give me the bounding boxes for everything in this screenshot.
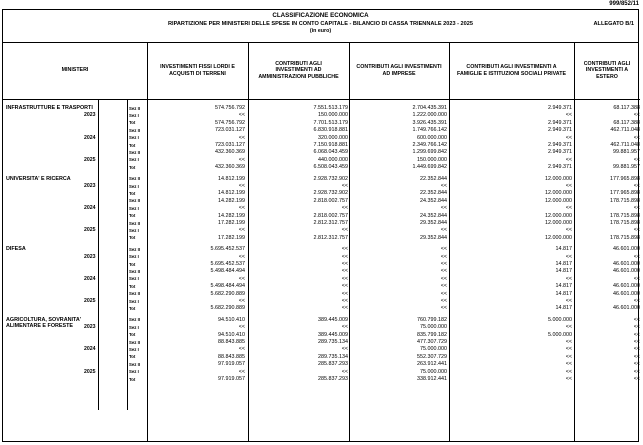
table-cell: 432.360.369 <box>215 164 245 171</box>
table-cell: << <box>341 183 348 189</box>
table-cell: << <box>565 376 572 382</box>
row-label: Sez I <box>129 157 139 163</box>
year-label: 2023 <box>84 183 96 189</box>
table-cell: 835.799.182 <box>417 331 447 338</box>
table-cell: 94.510.410 <box>218 316 245 323</box>
table-cell: << <box>341 275 348 282</box>
ministry-name: INFRASTRUTTURE E TRASPORTI <box>6 105 93 111</box>
table-cell: 14.282.199 <box>218 212 245 219</box>
table-cell: << <box>440 227 447 234</box>
column-divider <box>147 42 148 442</box>
row-label: Sez I <box>129 347 139 352</box>
table-cell: 178.715.898 <box>610 220 640 226</box>
table-cell: 1.222.000.000 <box>412 112 447 119</box>
table-cell: << <box>565 183 572 189</box>
table-cell: << <box>440 261 447 267</box>
table-cell: 46.601.000 <box>613 268 640 275</box>
allegato-label: ALLEGATO B/1 <box>593 21 634 27</box>
table-cell: 46.601.000 <box>613 283 640 290</box>
table-cell: << <box>633 298 640 304</box>
table-cell: 178.715.898 <box>610 234 640 241</box>
row-label: Tot <box>129 164 136 170</box>
table-cell: 14.817 <box>555 268 572 275</box>
table-cell: 285.837.293 <box>318 361 348 368</box>
table-cell: << <box>633 253 640 260</box>
table-cell: << <box>633 346 640 353</box>
table-cell: 574.756.792 <box>215 105 245 111</box>
row-label: Sez II <box>129 127 140 133</box>
table-cell: << <box>565 346 572 353</box>
row-label: Sez I <box>129 183 139 189</box>
table-cell: << <box>565 134 572 141</box>
year-label: 2024 <box>84 205 96 212</box>
column-divider <box>574 42 575 442</box>
table-cell: 263.912.441 <box>417 361 447 368</box>
row-label: Sez I <box>129 324 139 330</box>
table-cell: 14.817 <box>555 305 572 312</box>
table-cell: 289.735.134 <box>318 353 348 360</box>
row-label: Sez I <box>129 369 139 375</box>
table-cell: << <box>565 156 572 163</box>
table-cell: 177.965.898 <box>610 175 640 182</box>
table-cell: 1.749.766.142 <box>412 127 447 134</box>
row-label: Tot <box>129 376 136 382</box>
table-cell: 75.000.000 <box>420 324 447 331</box>
table-cell: 5.682.290.889 <box>210 290 245 297</box>
table-cell: 150.000.000 <box>417 156 447 163</box>
table-cell: << <box>238 183 245 189</box>
column-header-contributi-famiglie: CONTRIBUTI AGLI INVESTIMENTI A FAMIGLIE E ISTITUZIONI SOCIALI PRIVATE <box>449 42 574 100</box>
row-label: Sez II <box>129 291 140 297</box>
row-label: Sez II <box>129 269 140 274</box>
table-cell: << <box>238 156 245 163</box>
table-cell: 723.031.127 <box>215 127 245 134</box>
table-cell: 2.949.371 <box>548 164 572 171</box>
title-line-2: RIPARTIZIONE PER MINISTERI DELLE SPESE IN CONTO CAPITALE - BILANCIO DI CASSA TRIENNALE 2023 - 2025 <box>167 21 473 27</box>
table-cell: 68.117.388 <box>613 105 640 111</box>
table-cell: 94.510.410 <box>218 331 245 338</box>
table-cell: 5.498.484.494 <box>210 283 245 290</box>
year-label: 2025 <box>84 156 96 163</box>
table-cell: 5.695.452.537 <box>210 261 245 267</box>
table-cell: 432.360.369 <box>215 149 245 156</box>
row-label: Sez II <box>129 176 140 182</box>
table-cell: 68.117.388 <box>613 119 640 126</box>
row-label: Tot <box>129 142 136 148</box>
table-cell: 2.949.371 <box>548 142 572 148</box>
row-label: Sez I <box>129 113 139 118</box>
table-cell: << <box>633 324 640 331</box>
table-cell: 552.307.729 <box>417 353 447 360</box>
table-cell: 389.445.009 <box>318 316 348 323</box>
table-cell: 12.000.000 <box>545 234 572 241</box>
table-cell: 285.837.293 <box>318 376 348 382</box>
table-cell: << <box>440 298 447 304</box>
table-cell: << <box>633 361 640 368</box>
row-label: Sez II <box>129 317 140 323</box>
table-cell: << <box>633 156 640 163</box>
table-cell: 29.352.844 <box>420 220 447 226</box>
table-cell: 75.000.000 <box>420 368 447 375</box>
table-cell: 2.812.312.757 <box>313 234 348 241</box>
table-cell: 2.949.371 <box>548 119 572 126</box>
table-cell: << <box>440 283 447 290</box>
table-cell: 99.881.957 <box>613 164 640 171</box>
ministry-name: UNIVERSITA' E RICERCA <box>6 175 71 182</box>
table-cell: << <box>238 112 245 119</box>
row-label: Tot <box>129 332 136 338</box>
table-cell: 723.031.127 <box>215 142 245 148</box>
table-cell: << <box>565 368 572 375</box>
row-label: Sez II <box>129 198 140 204</box>
row-label: Sez I <box>129 135 139 141</box>
table-cell: << <box>633 368 640 375</box>
column-header-contributi-estero: CONTRIBUTI AGLI INVESTIMENTI A ESTERO <box>574 42 640 100</box>
table-cell: 46.601.000 <box>613 261 640 267</box>
table-cell: 2.818.002.757 <box>313 212 348 219</box>
column-header-contributi-imprese: CONTRIBUTI AGLI INVESTIMENTI AD IMPRESE <box>349 42 449 100</box>
table-cell: 178.715.898 <box>610 197 640 204</box>
column-divider <box>248 42 249 442</box>
table-cell: << <box>440 305 447 312</box>
table-cell: 2.949.371 <box>548 127 572 134</box>
table-cell: << <box>633 316 640 323</box>
label-divider <box>127 100 128 410</box>
table-cell: 1.449.699.842 <box>412 164 447 171</box>
table-cell: 29.352.844 <box>420 234 447 241</box>
year-label: 2024 <box>84 275 96 282</box>
ministry-name: DIFESA <box>6 246 26 253</box>
table-cell: 5.682.290.889 <box>210 305 245 312</box>
table-cell: 1.299.699.842 <box>412 149 447 156</box>
table-cell: 5.000.000 <box>548 316 572 323</box>
row-label: Sez II <box>129 361 140 367</box>
table-cell: << <box>633 353 640 360</box>
table-cell: 88.843.885 <box>218 339 245 345</box>
row-label: Sez II <box>129 150 140 155</box>
table-cell: 389.445.009 <box>318 331 348 338</box>
table-cell: 600.000.000 <box>417 134 447 141</box>
table-cell: << <box>238 368 245 375</box>
table-cell: 12.000.000 <box>545 212 572 219</box>
row-label: Sez II <box>129 339 140 345</box>
table-cell: 12.000.000 <box>545 175 572 182</box>
year-label: 2024 <box>84 346 96 353</box>
row-label: Sez I <box>129 228 139 233</box>
table-cell: 3.926.435.391 <box>412 119 447 126</box>
table-cell: 5.695.452.537 <box>210 246 245 253</box>
row-label: Sez II <box>129 105 140 111</box>
table-cell: << <box>238 253 245 260</box>
column-divider <box>349 42 350 442</box>
table-cell: 760.799.182 <box>417 316 447 323</box>
table-cell: << <box>565 298 572 304</box>
year-label: 2024 <box>84 134 96 141</box>
year-label: 2025 <box>84 227 96 234</box>
table-cell: << <box>565 205 572 212</box>
table-cell: 17.282.199 <box>218 220 245 226</box>
table-cell: 5.000.000 <box>548 331 572 338</box>
table-cell: << <box>565 361 572 368</box>
table-cell: 177.965.898 <box>610 190 640 197</box>
table-cell: 574.756.792 <box>215 119 245 126</box>
table-cell: << <box>341 268 348 275</box>
table-cell: 99.881.957 <box>613 149 640 156</box>
year-label: 2023 <box>84 324 96 331</box>
table-cell: 14.812.199 <box>218 175 245 182</box>
table-cell: << <box>633 275 640 282</box>
table-cell: 2.928.732.902 <box>313 190 348 197</box>
document-code: 999/852/11 <box>609 1 639 7</box>
table-cell: << <box>633 205 640 212</box>
document-header <box>3 10 638 43</box>
table-cell: 7.150.918.881 <box>313 142 348 148</box>
table-cell: << <box>565 324 572 331</box>
table-cell: 88.843.885 <box>218 353 245 360</box>
table-cell: << <box>440 205 447 212</box>
table-cell: << <box>633 183 640 189</box>
table-cell: 14.282.199 <box>218 197 245 204</box>
title-line-1: CLASSIFICAZIONE ECONOMICA <box>272 12 369 19</box>
table-cell: << <box>565 253 572 260</box>
table-cell: << <box>341 253 348 260</box>
table-cell: 14.817 <box>555 290 572 297</box>
column-divider <box>449 42 450 442</box>
table-cell: 2.818.002.757 <box>313 197 348 204</box>
table-cell: 289.735.134 <box>318 339 348 345</box>
row-label: Tot <box>129 354 136 360</box>
table-cell: 14.817 <box>555 261 572 267</box>
row-label: Sez I <box>129 276 139 282</box>
table-cell: 462.711.048 <box>610 142 640 148</box>
table-cell: << <box>633 376 640 382</box>
table-cell: << <box>238 346 245 353</box>
table-cell: << <box>341 283 348 290</box>
table-cell: 46.601.000 <box>613 305 640 312</box>
table-cell: 46.601.000 <box>613 246 640 253</box>
column-header-investimenti-fissi: INVESTIMENTI FISSI LORDI E ACQUISTI DI TERRENI <box>147 42 248 100</box>
table-cell: 14.817 <box>555 246 572 253</box>
row-label: Sez I <box>129 254 139 260</box>
table-cell: << <box>238 324 245 331</box>
table-cell: << <box>440 290 447 297</box>
table-cell: 24.352.844 <box>420 212 447 219</box>
row-label: Sez I <box>129 205 139 211</box>
table-cell: 2.928.732.902 <box>313 175 348 182</box>
table-cell: << <box>565 275 572 282</box>
table-cell: << <box>565 227 572 234</box>
table-cell: 12.000.000 <box>545 190 572 197</box>
table-cell: 14.817 <box>555 283 572 290</box>
table-cell: 6.830.918.881 <box>313 127 348 134</box>
table-cell: 12.000.000 <box>545 220 572 226</box>
ministry-name: AGRICOLTURA, SOVRANITA' ALIMENTARE E FORESTE <box>6 316 82 330</box>
table-cell: << <box>633 112 640 119</box>
table-cell: 97.919.057 <box>218 376 245 382</box>
table-cell: << <box>341 246 348 253</box>
table-cell: << <box>341 261 348 267</box>
row-label: Tot <box>129 235 136 241</box>
table-cell: 2.949.371 <box>548 105 572 111</box>
table-cell: 178.715.898 <box>610 212 640 219</box>
table-cell: << <box>341 205 348 212</box>
table-cell: << <box>238 275 245 282</box>
table-cell: << <box>633 134 640 141</box>
row-label: Tot <box>129 306 136 311</box>
table-cell: 320.000.000 <box>318 134 348 141</box>
column-header-ministeri: MINISTERI <box>3 42 147 100</box>
table-cell: << <box>633 331 640 338</box>
table-cell: << <box>440 253 447 260</box>
row-label: Sez I <box>129 298 139 304</box>
table-frame <box>2 9 639 442</box>
table-cell: 6.508.043.459 <box>313 164 348 171</box>
row-label: Tot <box>129 120 136 126</box>
column-header-contributi-amministrazioni: CONTRIBUTI AGLI INVESTIMENTI AD AMMINISTRAZIONI PUBBLICHE <box>248 42 349 100</box>
table-cell: << <box>341 324 348 331</box>
table-cell: << <box>440 246 447 253</box>
table-cell: 462.711.048 <box>610 127 640 134</box>
table-cell: << <box>440 268 447 275</box>
row-label: Tot <box>129 283 136 289</box>
table-cell: 17.282.199 <box>218 234 245 241</box>
table-cell: << <box>341 346 348 353</box>
table-cell: << <box>238 205 245 212</box>
table-cell: 150.000.000 <box>318 112 348 119</box>
table-cell: << <box>341 298 348 304</box>
table-cell: 5.498.484.494 <box>210 268 245 275</box>
table-cell: << <box>440 183 447 189</box>
table-cell: 7.701.513.179 <box>313 119 348 126</box>
table-cell: 24.352.844 <box>420 197 447 204</box>
table-cell: << <box>341 227 348 234</box>
row-label: Sez II <box>129 220 140 226</box>
table-cell: << <box>440 275 447 282</box>
table-cell: 2.349.766.142 <box>412 142 447 148</box>
table-cell: 7.551.513.179 <box>313 105 348 111</box>
table-cell: 338.912.441 <box>417 376 447 382</box>
table-cell: 22.352.844 <box>420 190 447 197</box>
table-cell: << <box>565 339 572 345</box>
year-label: 2025 <box>84 368 96 375</box>
table-cell: << <box>238 298 245 304</box>
table-cell: 14.812.199 <box>218 190 245 197</box>
table-cell: 6.068.043.459 <box>313 149 348 156</box>
table-cell: << <box>565 353 572 360</box>
table-cell: << <box>238 227 245 234</box>
table-cell: 2.949.371 <box>548 149 572 156</box>
row-label: Tot <box>129 191 136 196</box>
table-cell: 22.352.844 <box>420 175 447 182</box>
table-cell: << <box>633 339 640 345</box>
year-label: 2023 <box>84 253 96 260</box>
title-line-3: (in euro) <box>309 28 332 34</box>
table-cell: << <box>341 290 348 297</box>
row-label: Tot <box>129 261 136 267</box>
year-label: 2023 <box>84 112 96 119</box>
row-label: Sez II <box>129 246 140 252</box>
table-cell: << <box>341 368 348 375</box>
table-cell: 440.000.000 <box>318 156 348 163</box>
table-cell: 97.919.057 <box>218 361 245 368</box>
table-cell: << <box>633 227 640 234</box>
table-cell: << <box>238 134 245 141</box>
year-label: 2025 <box>84 298 96 304</box>
row-label: Tot <box>129 213 136 219</box>
table-cell: << <box>341 305 348 312</box>
table-cell: << <box>565 112 572 119</box>
table-cell: 2.704.435.391 <box>412 105 447 111</box>
year-divider <box>98 100 99 410</box>
table-cell: 477.307.729 <box>417 339 447 345</box>
table-cell: 46.601.000 <box>613 290 640 297</box>
table-cell: 12.000.000 <box>545 197 572 204</box>
table-cell: 2.812.312.757 <box>313 220 348 226</box>
table-cell: 75.000.000 <box>420 346 447 353</box>
